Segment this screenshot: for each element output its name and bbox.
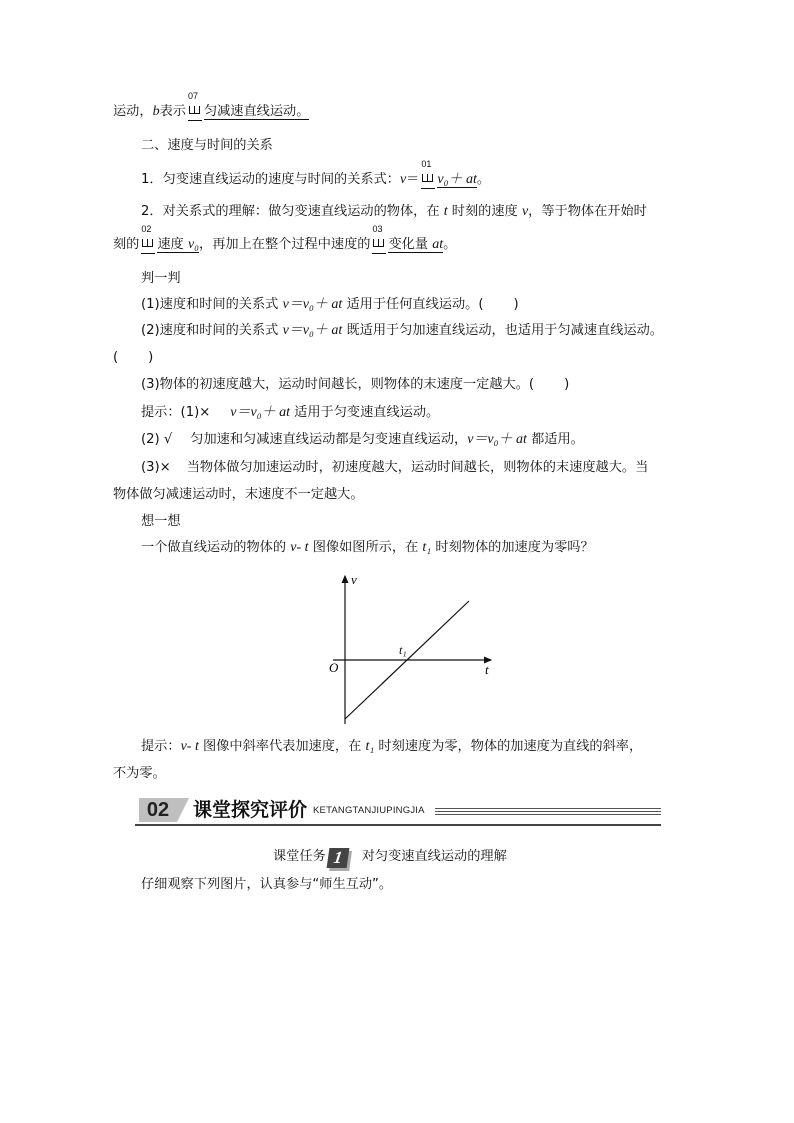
think-heading: 想一想 (141, 514, 181, 529)
judge-item-3: (3)物体的初速度越大，运动时间越长，则物体的末速度一定越大。( ) (141, 377, 570, 392)
section-number: 02 (139, 798, 177, 822)
judge-item-2: (2)速度和时间的关系式 v＝v₀＋ at 既适用于匀加速直线运动，也适用于匀减速直线运动。 (141, 323, 663, 338)
paragraph-formula: 1．匀变速直线运动的速度与时间的关系式：v＝ 01 v₀＋ at。 (141, 159, 491, 187)
hint-1: 提示：(1)× v＝v₀＋ at 适用于匀变速直线运动。 (141, 405, 440, 420)
section-banner (135, 794, 661, 826)
hint-2: (2) √ 匀加速和匀减速直线运动都是匀变速直线运动，v＝v₀＋ at 都适用。 (141, 432, 584, 447)
x-axis-label: t (485, 662, 489, 677)
section-title: 课堂探究评价 (193, 799, 308, 821)
text-line: 运动，b表示 07 匀减速直线运动。 (113, 91, 310, 119)
task-number-badge: 1 (326, 848, 349, 868)
judge-item-2-paren: ( ) (113, 350, 154, 365)
section-pinyin: KETANGTANJIUPINGJIA (313, 805, 425, 816)
hint-3-cont: 物体做匀减速运动时，末速度不一定越大。 (113, 487, 364, 502)
task-heading: 课堂任务 1 对匀变速直线运动的理解 (273, 848, 507, 867)
banner-slash-decoration (177, 798, 189, 822)
answer: 提示：v- t 图像中斜率代表加速度，在 t₁ 时刻速度为零，物体的加速度为直线的斜率， (141, 739, 643, 754)
y-axis-label: v (351, 572, 357, 587)
answer-blank-marker: 07 (188, 103, 203, 117)
question: 一个做直线运动的物体的 v- t 图像如图所示，在 t₁ 时刻物体的加速度为零吗？ (141, 540, 594, 555)
hint-3: (3)× 当物体做匀加速运动时，初速度越大，运动时间越长，则物体的末速度越大。当 (141, 460, 649, 475)
answer-cont: 不为零。 (113, 766, 166, 781)
vt-graph (313, 566, 505, 730)
judge-heading: 判一判 (141, 271, 181, 286)
crossing-label: t₁ (399, 643, 407, 657)
judge-item-1: (1)速度和时间的关系式 v＝v₀＋ at 适用于任何直线运动。( ) (141, 297, 519, 312)
paragraph-understanding-cont: 刻的 02 速度 v₀，再加上在整个过程中速度的 03 变化量 at。 (113, 224, 457, 252)
instruction-line: 仔细观察下列图片，认真参与“师生互动”。 (141, 877, 393, 892)
paragraph-understanding: 2．对关系式的理解：做匀变速直线运动的物体，在 t 时刻的速度 v，等于物体在开始时 (141, 204, 647, 219)
section-heading: 二、速度与时间的关系 (141, 138, 273, 153)
origin-label: O (329, 660, 339, 675)
